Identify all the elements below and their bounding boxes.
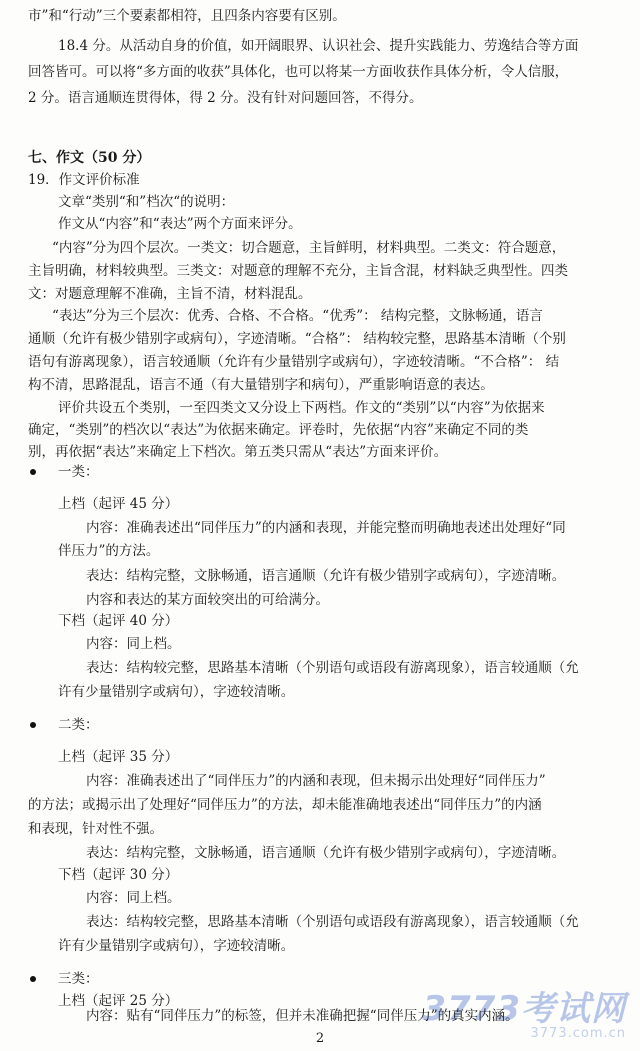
text-line: “表达”分为三个层次：优秀、合格、不合格。“优秀”： 结构完整，文脉畅通，语言 — [52, 308, 543, 324]
section-heading: 七、作文（50 分） — [28, 150, 151, 166]
text-line: 内容：准确表述出“同伴压力”的内涵和表现，并能完整而明确地表述出处理好“同 — [86, 520, 566, 536]
grade-heading: 上档（起评 35 分） — [58, 749, 179, 765]
grade-heading: 下档（起评 30 分） — [58, 867, 179, 883]
text-line: 构不清，思路混乱，语言不通（有大量错别字和病句），严重影响语意的表达。 — [28, 377, 494, 393]
text-line: 评价共设五个类别，一至四类文又分设上下两档。作文的“类别”以“内容”为依据来 — [58, 400, 545, 416]
category-heading: 一类： — [58, 464, 99, 480]
watermark-main: 3773考试网 — [422, 989, 626, 1029]
text-line: 的方法；或揭示出了处理好“同伴压力”的方法，却未能准确地表述出“同伴压力”的内涵 — [28, 797, 542, 813]
text-line: 许有少量错别字或病句），字迹较清晰。 — [58, 684, 295, 700]
category-heading: 二类： — [58, 717, 99, 733]
question-heading: 19．作文评价标准 — [28, 172, 140, 188]
text-line: 许有少量错别字或病句），字迹较清晰。 — [58, 938, 295, 954]
text-line: 作文从“内容”和“表达”两个方面来评分。 — [58, 216, 302, 232]
text-line: 内容：贴有“同伴压力”的标签，但并未准确把握“同伴压力”的真实内涵。 — [86, 1008, 519, 1024]
grade-heading: 下档（起评 40 分） — [58, 613, 179, 629]
text-line: 市”和“行动”三个要素都相符，且四条内容要有区别。 — [28, 8, 346, 24]
text-line: 表达：结构完整，文脉畅通，语言通顺（允许有极少错别字或病句），字迹清晰。 — [86, 845, 566, 861]
grade-heading: 上档（起评 45 分） — [58, 496, 179, 512]
text-line: 主旨明确，材料较典型。三类文：对题意的理解不充分，主旨含混，材料缺乏典型性。四类 — [28, 263, 568, 279]
text-line: 和表现，针对性不强。 — [28, 821, 163, 837]
bullet-icon — [30, 469, 36, 475]
watermark-sub: 3773.com.cn — [530, 1026, 626, 1041]
text-line: 通顺（允许有极少错别字或病句），字迹清晰。“合格”： 结构较完整，思路基本清晰（个别 — [28, 331, 566, 347]
grade-heading: 上档（起评 25 分） — [58, 993, 179, 1009]
page-number: 2 — [315, 1031, 325, 1046]
text-line: 文：对题意理解不准确，主旨不清，材料混乱。 — [28, 286, 312, 302]
text-line: 回答皆可。可以将“多方面的收获”具体化，也可以将某一方面收获作具体分析，令人信服， — [28, 64, 569, 80]
text-line: “内容”分为四个层次。一类文：切合题意，主旨鲜明，材料典型。二类文：符合题意， — [52, 240, 566, 256]
text-line: 内容：同上档。 — [86, 636, 181, 652]
text-line: 表达：结构完整，文脉畅通，语言通顺（允许有极少错别字或病句），字迹清晰。 — [86, 568, 566, 584]
text-line: 表达：结构较完整，思路基本清晰（个别语句或语段有游离现象），语言较通顺（允 — [86, 660, 579, 676]
text-line: 18.4 分。从活动自身的价值，如开阔眼界、认识社会、提升实践能力、劳逸结合等方面 — [58, 38, 579, 54]
text-line: 2 分。语言通顺连贯得体，得 2 分。没有针对问题回答，不得分。 — [28, 90, 423, 106]
text-line: 内容和表达的某方面较突出的可给满分。 — [86, 592, 329, 608]
text-line: 别，再依据“表达”来确定上下档次。第五类只需从“表达”方面来评价。 — [28, 444, 448, 460]
text-line: 语句有游离现象），语言较通顺（允许有少量错别字或病句），字迹较清晰。“不合格”： 结 — [28, 354, 560, 370]
text-line: 内容：同上档。 — [86, 890, 181, 906]
text-line: 伴压力”的方法。 — [58, 543, 160, 559]
bullet-icon — [30, 722, 36, 728]
text-line: 确定，“类别”的档次以“表达”为依据来确定。评卷时，先依据“内容”来确定不同的类 — [28, 422, 529, 438]
bullet-icon — [30, 976, 36, 982]
text-line: 表达：结构较完整，思路基本清晰（个别语句或语段有游离现象），语言较通顺（允 — [86, 914, 579, 930]
category-heading: 三类： — [58, 971, 99, 987]
text-line: 文章“类别“和”档次“的说明： — [58, 194, 235, 210]
text-line: 内容：准确表述出了“同伴压力”的内涵和表现，但未揭示出处理好“同伴压力” — [86, 773, 546, 789]
